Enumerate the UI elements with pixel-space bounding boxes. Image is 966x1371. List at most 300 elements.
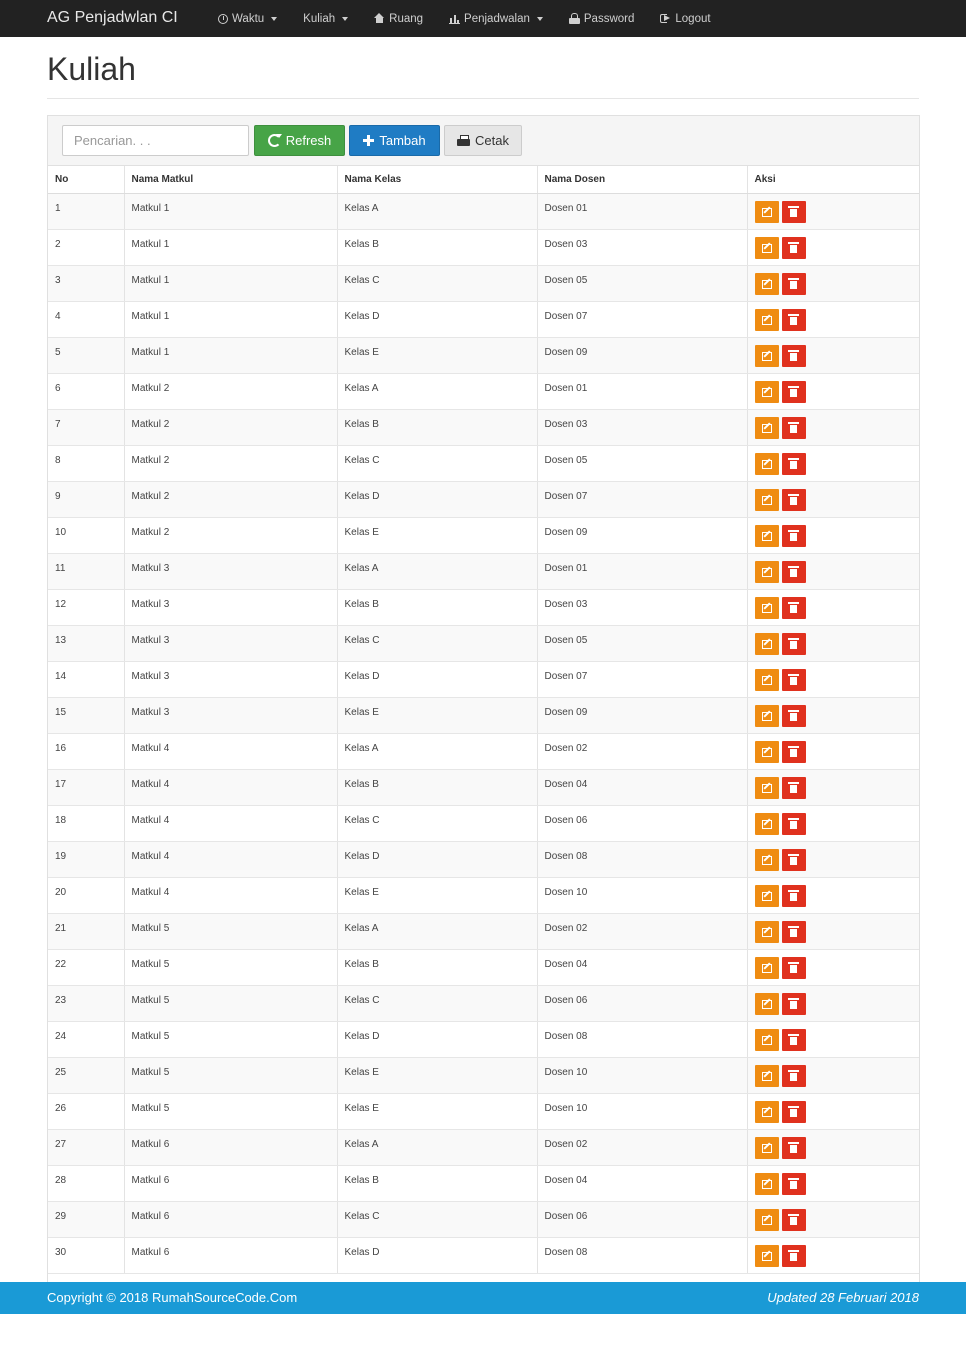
cell-nama-kelas: Kelas E (337, 338, 537, 374)
row-actions (755, 669, 913, 691)
trash-icon (790, 1001, 797, 1009)
delete-button[interactable] (782, 381, 806, 403)
edit-button[interactable] (755, 1065, 779, 1087)
delete-button[interactable] (782, 525, 806, 547)
edit-button[interactable] (755, 957, 779, 979)
table-row (48, 590, 919, 626)
cell-aksi (747, 1238, 919, 1274)
trash-icon (790, 785, 797, 793)
cell-nama-dosen: Dosen 08 (537, 1022, 747, 1058)
row-actions (755, 453, 913, 475)
header-nama-matkul: Nama Matkul (124, 166, 337, 194)
edit-icon (762, 244, 772, 253)
edit-button[interactable] (755, 561, 779, 583)
cell-aksi (747, 374, 919, 410)
row-actions (755, 1137, 913, 1159)
edit-icon (762, 388, 772, 397)
cell-nama-matkul: Matkul 2 (124, 482, 337, 518)
delete-button[interactable] (782, 957, 806, 979)
cell-nama-kelas: Kelas E (337, 878, 537, 914)
delete-button[interactable] (782, 201, 806, 223)
edit-icon (762, 280, 772, 289)
cell-nama-matkul: Matkul 6 (124, 1130, 337, 1166)
cell-aksi (747, 266, 919, 302)
edit-button[interactable] (755, 273, 779, 295)
cell-nama-kelas: Kelas D (337, 1022, 537, 1058)
table-row (48, 194, 919, 230)
delete-button[interactable] (782, 921, 806, 943)
trash-icon (790, 1073, 797, 1081)
cell-no: 11 (48, 554, 124, 590)
edit-icon (762, 964, 772, 973)
row-actions (755, 705, 913, 727)
delete-button[interactable] (782, 1137, 806, 1159)
table-row (48, 1058, 919, 1094)
header-no: No (48, 166, 124, 194)
tambah-button[interactable] (349, 125, 440, 156)
cell-aksi (747, 1022, 919, 1058)
cell-aksi (747, 842, 919, 878)
delete-button[interactable] (782, 309, 806, 331)
edit-icon (762, 496, 772, 505)
cell-nama-matkul: Matkul 2 (124, 374, 337, 410)
cell-aksi (747, 590, 919, 626)
edit-button[interactable] (755, 237, 779, 259)
cell-nama-kelas: Kelas D (337, 662, 537, 698)
row-actions (755, 921, 913, 943)
trash-icon (790, 1145, 797, 1153)
refresh-button[interactable] (254, 125, 345, 156)
cell-nama-kelas: Kelas B (337, 590, 537, 626)
cell-nama-matkul: Matkul 3 (124, 626, 337, 662)
edit-icon (762, 928, 772, 937)
cell-nama-dosen: Dosen 01 (537, 194, 747, 230)
cell-aksi (747, 194, 919, 230)
edit-icon (762, 1216, 772, 1225)
cell-nama-kelas: Kelas D (337, 302, 537, 338)
delete-button[interactable] (782, 453, 806, 475)
cetak-button[interactable] (444, 125, 522, 156)
cell-nama-kelas: Kelas C (337, 986, 537, 1022)
edit-icon (762, 784, 772, 793)
cell-no: 2 (48, 230, 124, 266)
edit-icon (762, 1108, 772, 1117)
edit-button[interactable] (755, 633, 779, 655)
trash-icon (790, 893, 797, 901)
cell-aksi (747, 482, 919, 518)
cell-nama-dosen: Dosen 07 (537, 482, 747, 518)
edit-button[interactable] (755, 921, 779, 943)
delete-button[interactable] (782, 1065, 806, 1087)
edit-icon (762, 208, 772, 217)
cell-nama-dosen: Dosen 05 (537, 626, 747, 662)
cell-nama-kelas: Kelas A (337, 374, 537, 410)
table-row (48, 482, 919, 518)
kuliah-table (48, 166, 919, 1274)
table-row (48, 770, 919, 806)
footer (0, 1282, 966, 1314)
edit-button[interactable] (755, 993, 779, 1015)
cell-no: 24 (48, 1022, 124, 1058)
cell-nama-kelas: Kelas B (337, 770, 537, 806)
delete-button[interactable] (782, 705, 806, 727)
delete-button[interactable] (782, 777, 806, 799)
caret-down-icon (537, 17, 543, 21)
cell-aksi (747, 878, 919, 914)
trash-icon (790, 1109, 797, 1117)
row-actions (755, 237, 913, 259)
cell-aksi (747, 806, 919, 842)
cell-nama-matkul: Matkul 5 (124, 1022, 337, 1058)
trash-icon (790, 749, 797, 757)
delete-button[interactable] (782, 1209, 806, 1231)
table-row (48, 446, 919, 482)
delete-button[interactable] (782, 345, 806, 367)
edit-button[interactable] (755, 705, 779, 727)
row-actions (755, 1173, 913, 1195)
cell-nama-matkul: Matkul 4 (124, 734, 337, 770)
nav-item-kuliah[interactable] (290, 0, 361, 37)
edit-button[interactable] (755, 813, 779, 835)
trash-icon (790, 1217, 797, 1225)
edit-icon (762, 1072, 772, 1081)
row-actions (755, 381, 913, 403)
cell-aksi (747, 662, 919, 698)
cell-nama-matkul: Matkul 5 (124, 914, 337, 950)
cell-nama-matkul: Matkul 6 (124, 1238, 337, 1274)
delete-button[interactable] (782, 1245, 806, 1267)
row-actions (755, 741, 913, 763)
cell-aksi (747, 1202, 919, 1238)
cell-no: 17 (48, 770, 124, 806)
delete-button[interactable] (782, 669, 806, 691)
delete-button[interactable] (782, 885, 806, 907)
table-row (48, 914, 919, 950)
edit-icon (762, 820, 772, 829)
cell-nama-matkul: Matkul 4 (124, 806, 337, 842)
cell-aksi (747, 518, 919, 554)
edit-button[interactable] (755, 777, 779, 799)
row-actions (755, 957, 913, 979)
cell-aksi (747, 302, 919, 338)
row-actions (755, 597, 913, 619)
cell-nama-matkul: Matkul 3 (124, 662, 337, 698)
table-row (48, 698, 919, 734)
delete-button[interactable] (782, 417, 806, 439)
row-actions (755, 1101, 913, 1123)
nav-item-label: Waktu (232, 12, 265, 25)
cell-nama-dosen: Dosen 06 (537, 986, 747, 1022)
cell-no: 3 (48, 266, 124, 302)
row-actions (755, 849, 913, 871)
cell-nama-matkul: Matkul 5 (124, 1058, 337, 1094)
table-row (48, 626, 919, 662)
plus-icon (363, 135, 374, 146)
edit-button[interactable] (755, 597, 779, 619)
trash-icon (790, 461, 797, 469)
cell-aksi (747, 1130, 919, 1166)
table-row (48, 1238, 919, 1274)
table-row (48, 410, 919, 446)
edit-icon (762, 640, 772, 649)
cell-aksi (747, 1058, 919, 1094)
cell-no: 20 (48, 878, 124, 914)
edit-button[interactable] (755, 1245, 779, 1267)
edit-button[interactable] (755, 489, 779, 511)
caret-down-icon (271, 17, 277, 21)
edit-button[interactable] (755, 1173, 779, 1195)
cell-nama-matkul: Matkul 2 (124, 446, 337, 482)
cell-aksi (747, 734, 919, 770)
edit-icon (762, 1036, 772, 1045)
trash-icon (790, 857, 797, 865)
nav-item-logout[interactable] (647, 0, 723, 37)
edit-button[interactable] (755, 1137, 779, 1159)
table-row (48, 1166, 919, 1202)
row-actions (755, 777, 913, 799)
delete-button[interactable] (782, 741, 806, 763)
cell-nama-dosen: Dosen 06 (537, 806, 747, 842)
cell-nama-kelas: Kelas C (337, 446, 537, 482)
delete-button[interactable] (782, 273, 806, 295)
navbar-menu (205, 0, 724, 37)
cell-no: 28 (48, 1166, 124, 1202)
table-row (48, 986, 919, 1022)
cell-nama-matkul: Matkul 5 (124, 1094, 337, 1130)
row-actions (755, 885, 913, 907)
table-row (48, 950, 919, 986)
cell-no: 10 (48, 518, 124, 554)
trash-icon (790, 677, 797, 685)
cell-aksi (747, 986, 919, 1022)
delete-button[interactable] (782, 597, 806, 619)
cell-nama-kelas: Kelas A (337, 554, 537, 590)
trash-icon (790, 605, 797, 613)
edit-button[interactable] (755, 525, 779, 547)
edit-icon (762, 712, 772, 721)
edit-button[interactable] (755, 417, 779, 439)
edit-button[interactable] (755, 1209, 779, 1231)
cell-nama-matkul: Matkul 2 (124, 518, 337, 554)
trash-icon (790, 1181, 797, 1189)
cell-nama-matkul: Matkul 5 (124, 950, 337, 986)
edit-button[interactable] (755, 885, 779, 907)
header-nama-kelas: Nama Kelas (337, 166, 537, 194)
cell-nama-kelas: Kelas B (337, 230, 537, 266)
nav-item-ruang[interactable] (361, 0, 436, 37)
trash-icon (790, 209, 797, 217)
cell-no: 25 (48, 1058, 124, 1094)
footer-updated: Updated 28 Februari 2018 (767, 1290, 919, 1305)
cell-no: 16 (48, 734, 124, 770)
nav-item-password[interactable] (556, 0, 648, 37)
cell-nama-kelas: Kelas A (337, 914, 537, 950)
cell-no: 9 (48, 482, 124, 518)
row-actions (755, 525, 913, 547)
table-row (48, 266, 919, 302)
delete-button[interactable] (782, 489, 806, 511)
cell-nama-dosen: Dosen 09 (537, 338, 747, 374)
edit-button[interactable] (755, 345, 779, 367)
cell-nama-dosen: Dosen 03 (537, 230, 747, 266)
delete-button[interactable] (782, 1173, 806, 1195)
search-input[interactable] (62, 125, 249, 156)
edit-icon (762, 1252, 772, 1261)
cell-aksi (747, 950, 919, 986)
cell-nama-dosen: Dosen 10 (537, 1058, 747, 1094)
refresh-label: Refresh (285, 133, 332, 148)
edit-icon (762, 856, 772, 865)
cell-nama-dosen: Dosen 03 (537, 410, 747, 446)
cell-nama-kelas: Kelas B (337, 950, 537, 986)
trash-icon (790, 281, 797, 289)
caret-down-icon (342, 17, 348, 21)
delete-button[interactable] (782, 633, 806, 655)
edit-button[interactable] (755, 453, 779, 475)
cell-nama-dosen: Dosen 09 (537, 518, 747, 554)
table-body (48, 194, 919, 1274)
trash-icon (790, 713, 797, 721)
trash-icon (790, 317, 797, 325)
cell-nama-matkul: Matkul 1 (124, 338, 337, 374)
kuliah-panel (47, 115, 920, 1284)
cell-no: 21 (48, 914, 124, 950)
cell-nama-matkul: Matkul 3 (124, 698, 337, 734)
tambah-label: Tambah (379, 133, 426, 148)
cell-nama-dosen: Dosen 01 (537, 554, 747, 590)
delete-button[interactable] (782, 849, 806, 871)
row-actions (755, 813, 913, 835)
table-row (48, 842, 919, 878)
nav-item-penjadwalan[interactable] (436, 0, 556, 37)
trash-icon (790, 821, 797, 829)
navbar-brand[interactable]: AG Penjadwlan CI (47, 9, 178, 26)
cell-nama-kelas: Kelas C (337, 626, 537, 662)
trash-icon (790, 353, 797, 361)
cell-nama-dosen: Dosen 04 (537, 770, 747, 806)
cell-nama-kelas: Kelas D (337, 482, 537, 518)
print-icon (457, 135, 470, 146)
nav-item-label: Penjadwalan (464, 12, 530, 25)
table-row (48, 302, 919, 338)
cell-nama-matkul: Matkul 6 (124, 1166, 337, 1202)
edit-icon (762, 424, 772, 433)
cell-no: 26 (48, 1094, 124, 1130)
table-row (48, 662, 919, 698)
cell-nama-matkul: Matkul 3 (124, 554, 337, 590)
cell-no: 15 (48, 698, 124, 734)
edit-icon (762, 568, 772, 577)
row-actions (755, 633, 913, 655)
home-icon (374, 13, 385, 24)
cell-no: 19 (48, 842, 124, 878)
delete-button[interactable] (782, 237, 806, 259)
cell-nama-dosen: Dosen 05 (537, 446, 747, 482)
cell-no: 8 (48, 446, 124, 482)
cell-nama-matkul: Matkul 4 (124, 842, 337, 878)
nav-item-label: Ruang (389, 12, 424, 25)
refresh-icon (268, 134, 281, 147)
table-row (48, 518, 919, 554)
cell-nama-matkul: Matkul 1 (124, 230, 337, 266)
page-title: Kuliah (47, 51, 136, 87)
row-actions (755, 345, 913, 367)
cell-nama-dosen: Dosen 02 (537, 1130, 747, 1166)
row-actions (755, 1245, 913, 1267)
cell-nama-kelas: Kelas A (337, 734, 537, 770)
table-row (48, 374, 919, 410)
cell-aksi (747, 1094, 919, 1130)
delete-button[interactable] (782, 993, 806, 1015)
edit-button[interactable] (755, 669, 779, 691)
trash-icon (790, 641, 797, 649)
delete-button[interactable] (782, 561, 806, 583)
cell-nama-matkul: Matkul 3 (124, 590, 337, 626)
table-row (48, 554, 919, 590)
edit-button[interactable] (755, 849, 779, 871)
row-actions (755, 1029, 913, 1051)
table-row (48, 338, 919, 374)
delete-button[interactable] (782, 1029, 806, 1051)
cell-nama-matkul: Matkul 4 (124, 770, 337, 806)
table-row (48, 1202, 919, 1238)
header-aksi: Aksi (747, 166, 919, 194)
cell-aksi (747, 626, 919, 662)
edit-button[interactable] (755, 201, 779, 223)
edit-icon (762, 1180, 772, 1189)
cell-nama-dosen: Dosen 05 (537, 266, 747, 302)
row-actions (755, 417, 913, 439)
cell-nama-kelas: Kelas D (337, 1238, 537, 1274)
trash-icon (790, 1037, 797, 1045)
cell-nama-dosen: Dosen 08 (537, 842, 747, 878)
trash-icon (790, 389, 797, 397)
divider (47, 98, 919, 99)
cell-nama-matkul: Matkul 1 (124, 266, 337, 302)
cell-nama-matkul: Matkul 1 (124, 302, 337, 338)
cell-no: 4 (48, 302, 124, 338)
nav-item-waktu[interactable] (205, 0, 290, 37)
table-row (48, 1130, 919, 1166)
cell-aksi (747, 554, 919, 590)
row-actions (755, 489, 913, 511)
cell-nama-dosen: Dosen 06 (537, 1202, 747, 1238)
cell-nama-dosen: Dosen 01 (537, 374, 747, 410)
cell-nama-dosen: Dosen 08 (537, 1238, 747, 1274)
edit-button[interactable] (755, 309, 779, 331)
cell-nama-kelas: Kelas A (337, 194, 537, 230)
edit-button[interactable] (755, 741, 779, 763)
edit-button[interactable] (755, 1101, 779, 1123)
trash-icon (790, 1253, 797, 1261)
trash-icon (790, 569, 797, 577)
row-actions (755, 1209, 913, 1231)
edit-button[interactable] (755, 1029, 779, 1051)
edit-icon (762, 316, 772, 325)
cell-nama-kelas: Kelas E (337, 1058, 537, 1094)
trash-icon (790, 245, 797, 253)
edit-button[interactable] (755, 381, 779, 403)
cell-nama-kelas: Kelas E (337, 518, 537, 554)
lock-icon (569, 13, 580, 24)
delete-button[interactable] (782, 1101, 806, 1123)
edit-icon (762, 1144, 772, 1153)
cetak-label: Cetak (475, 133, 509, 148)
nav-item-label: Logout (675, 12, 711, 25)
clock-icon (218, 14, 228, 24)
cell-no: 6 (48, 374, 124, 410)
delete-button[interactable] (782, 813, 806, 835)
